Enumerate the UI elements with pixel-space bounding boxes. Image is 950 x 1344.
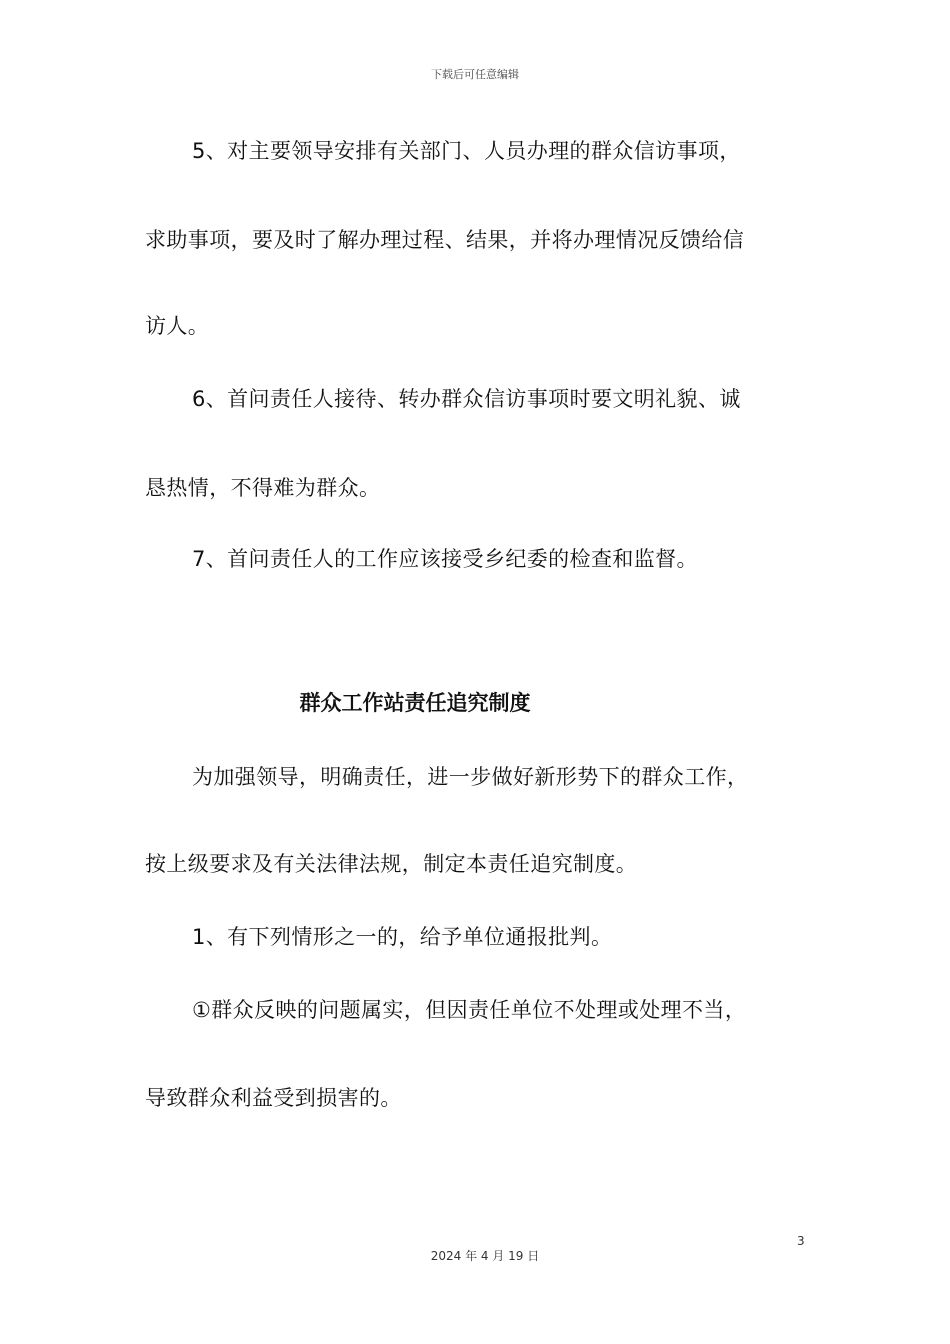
section-title: 群众工作站责任追究制度 [299,691,531,715]
paragraph-line: 求助事项，要及时了解办理过程、结果，并将办理情况反馈给信 [145,228,745,252]
paragraph-line: 1、有下列情形之一的，给予单位通报批判。 [192,925,613,949]
paragraph-line: ①群众反映的问题属实，但因责任单位不处理或处理不当， [192,998,747,1022]
paragraph-line: 导致群众利益受到损害的。 [145,1086,402,1110]
paragraph-line: 为加强领导，明确责任，进一步做好新形势下的群众工作， [192,765,749,789]
paragraph-line: 6、首问责任人接待、转办群众信访事项时要文明礼貌、诚 [192,387,741,411]
page-header: 下载后可任意编辑 [431,68,519,81]
paragraph-line: 访人。 [145,314,210,338]
paragraph-line: 恳热情，不得难为群众。 [145,476,381,500]
footer-date: 2024 年 4 月 19 日 [430,1249,540,1263]
paragraph-line: 按上级要求及有关法律法规，制定本责任追究制度。 [145,852,638,876]
paragraph-line: 7、首问责任人的工作应该接受乡纪委的检查和监督。 [192,547,698,571]
page-number: 3 [797,1234,805,1248]
paragraph-line: 5、对主要领导安排有关部门、人员办理的群众信访事项， [192,139,741,163]
